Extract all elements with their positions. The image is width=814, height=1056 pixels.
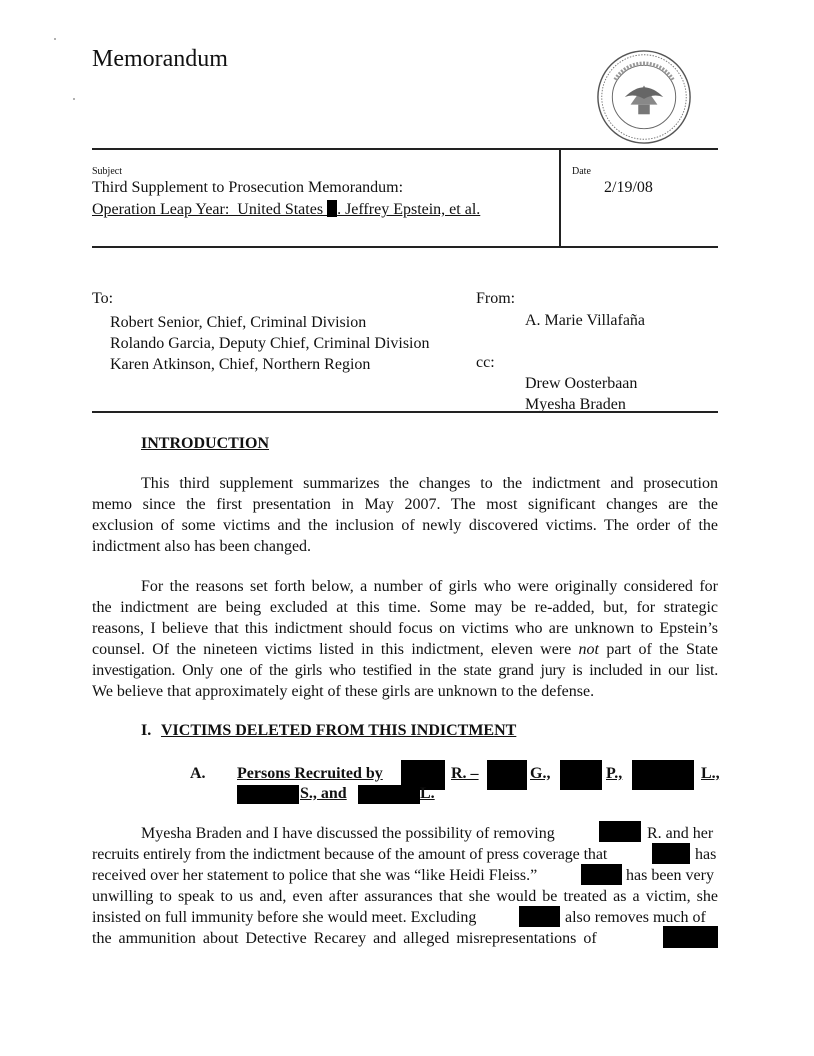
date-label: Date	[572, 166, 591, 177]
date-value: 2/19/08	[604, 179, 653, 196]
subsection-a-part: G.,	[530, 765, 551, 782]
subject-label: Subject	[92, 166, 122, 177]
subject-line-1: Third Supplement to Prosecution Memorandum:	[92, 179, 404, 196]
redaction	[652, 843, 690, 864]
redaction	[599, 821, 641, 842]
redaction	[237, 785, 299, 804]
subsection-a-part: R. –	[451, 765, 479, 782]
emphasis-text: not	[578, 641, 599, 658]
text-line: memo since the first presentation in May 2007. The most significant changes are the	[92, 496, 718, 513]
subsection-a-letter: A.	[190, 765, 206, 782]
redaction	[358, 785, 420, 804]
text-line: We believe that approximately eight of these girls are unknown to the defense.	[92, 683, 595, 700]
text-line: R. and her	[647, 825, 714, 842]
subject-line-2	[92, 200, 480, 219]
cc-recipient: Drew Oosterbaan	[525, 375, 638, 392]
subsection-a-part: Persons Recruited by	[237, 765, 383, 782]
cc-label: cc:	[476, 354, 495, 371]
to-recipient: Rolando Garcia, Deputy Chief, Criminal Division	[110, 335, 430, 352]
subsection-a-part: S., and	[300, 785, 347, 802]
redaction	[663, 926, 718, 948]
text-line	[92, 639, 718, 660]
to-recipient: Karen Atkinson, Chief, Northern Region	[110, 356, 371, 373]
text-line: also removes much of	[565, 909, 706, 926]
redaction	[632, 760, 694, 790]
redaction	[560, 760, 602, 790]
redaction	[327, 200, 337, 217]
text-line: Myesha Braden and I have discussed the possibility of removing	[141, 825, 555, 842]
to-recipient: Robert Senior, Chief, Criminal Division	[110, 314, 367, 331]
from-name: A. Marie Villafaña	[525, 312, 646, 329]
redaction	[487, 760, 527, 790]
text-line: This third supplement summarizes the changes to the indictment and prosecution	[141, 475, 718, 492]
address-rule	[92, 411, 718, 413]
subsection-a-part: L.	[420, 785, 435, 802]
text-line: For the reasons set forth below, a number of girls who were originally considered for	[141, 578, 718, 595]
text-line: the indictment are being excluded at this time. Some may be re-added, but, for strategic	[92, 599, 718, 616]
subsection-a-part: P.,	[606, 765, 623, 782]
redaction	[581, 864, 622, 885]
text-span: part of the State	[599, 641, 718, 658]
header-rule-top	[92, 148, 718, 150]
text-line: indictment also has been changed.	[92, 538, 312, 555]
cc-list	[525, 373, 637, 415]
text-line: exclusion of some victims and the inclusion of newly discovered victims. The order of the	[92, 517, 718, 534]
to-list	[110, 312, 430, 375]
memo-title: Memorandum	[92, 46, 228, 72]
text-line: reasons, I believe that this indictment should focus on victims who are unknown to Epstein’s	[92, 620, 718, 637]
subject-line-2b: . Jeffrey Epstein, et al.	[337, 201, 481, 218]
section-1-number: I.	[141, 722, 152, 739]
subject-line-2a: Operation Leap Year: United States	[92, 201, 328, 218]
text-line: recruits entirely from the indictment because of the amount of press coverage that	[92, 846, 608, 863]
text-line: has been very	[626, 867, 714, 884]
text-line: the ammunition about Detective Recarey and alleged misrepresentations of	[92, 930, 597, 947]
header-divider	[559, 148, 561, 246]
header-rule-bottom	[92, 246, 718, 248]
intro-heading: INTRODUCTION	[141, 435, 270, 452]
text-line: insisted on full immunity before she would meet. Excluding	[92, 909, 477, 926]
text-line: unwilling to speak to us and, even after assurances that she would be treated as a victim, she	[92, 888, 718, 905]
scan-speck	[73, 98, 75, 100]
text-line: investigation. Only one of the girls who testified in the state grand jury is included in our list.	[92, 662, 718, 679]
text-line: has	[695, 846, 717, 863]
to-label: To:	[92, 290, 114, 307]
text-span: counsel. Of the nineteen victims listed in this indictment, eleven were	[92, 641, 579, 658]
cc-recipient: Myesha Braden	[525, 396, 626, 413]
intro-paragraph-1	[92, 473, 718, 557]
redaction	[519, 906, 560, 927]
scan-speck	[54, 38, 56, 40]
section-1-heading: VICTIMS DELETED FROM THIS INDICTMENT	[161, 722, 517, 739]
from-label: From:	[476, 290, 516, 307]
doj-seal-icon	[596, 49, 692, 145]
subsection-a-part: L.,	[701, 765, 720, 782]
text-line: received over her statement to police that she was “like Heidi Fleiss.”	[92, 867, 538, 884]
intro-paragraph-2	[92, 576, 718, 702]
